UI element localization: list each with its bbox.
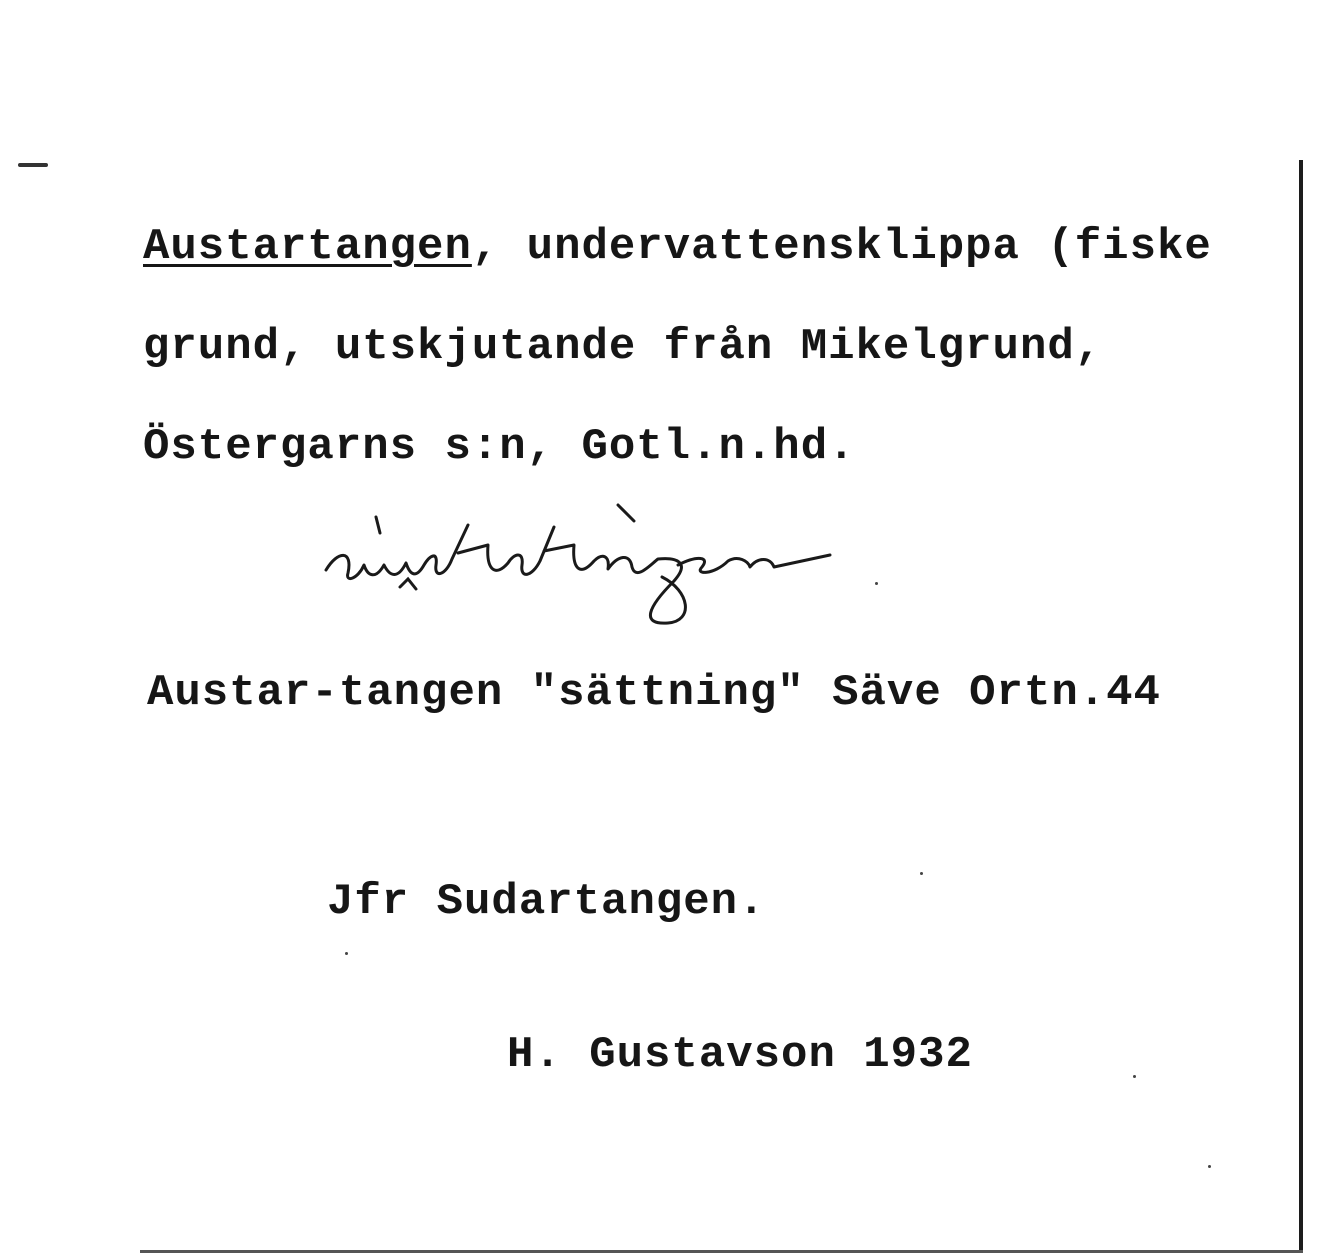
card-bottom-edge xyxy=(140,1250,1303,1253)
card-right-edge xyxy=(1299,160,1303,1250)
entry-line-1-text: , undervattensklippa (fiske xyxy=(471,222,1212,272)
signature: H. Gustavson 1932 xyxy=(507,1030,973,1080)
entry-line-4: Austar-tangen "sättning" Säve Ortn.44 xyxy=(147,668,1161,718)
speck xyxy=(920,872,923,875)
speck xyxy=(345,952,348,955)
entry-line-2: grund, utskjutande från Mikelgrund, xyxy=(143,322,1103,372)
speck xyxy=(1133,1075,1136,1078)
cross-reference: Jfr Sudartangen. xyxy=(327,877,766,927)
handwritten-pronunciation xyxy=(318,495,838,630)
headword: Austartangen xyxy=(143,222,472,272)
entry-line-3: Östergarns s:n, Gotl.n.hd. xyxy=(143,422,856,472)
speck xyxy=(875,582,878,585)
entry-line-1 xyxy=(143,222,1212,272)
card-edge-mark xyxy=(18,163,48,167)
speck xyxy=(1208,1165,1211,1168)
